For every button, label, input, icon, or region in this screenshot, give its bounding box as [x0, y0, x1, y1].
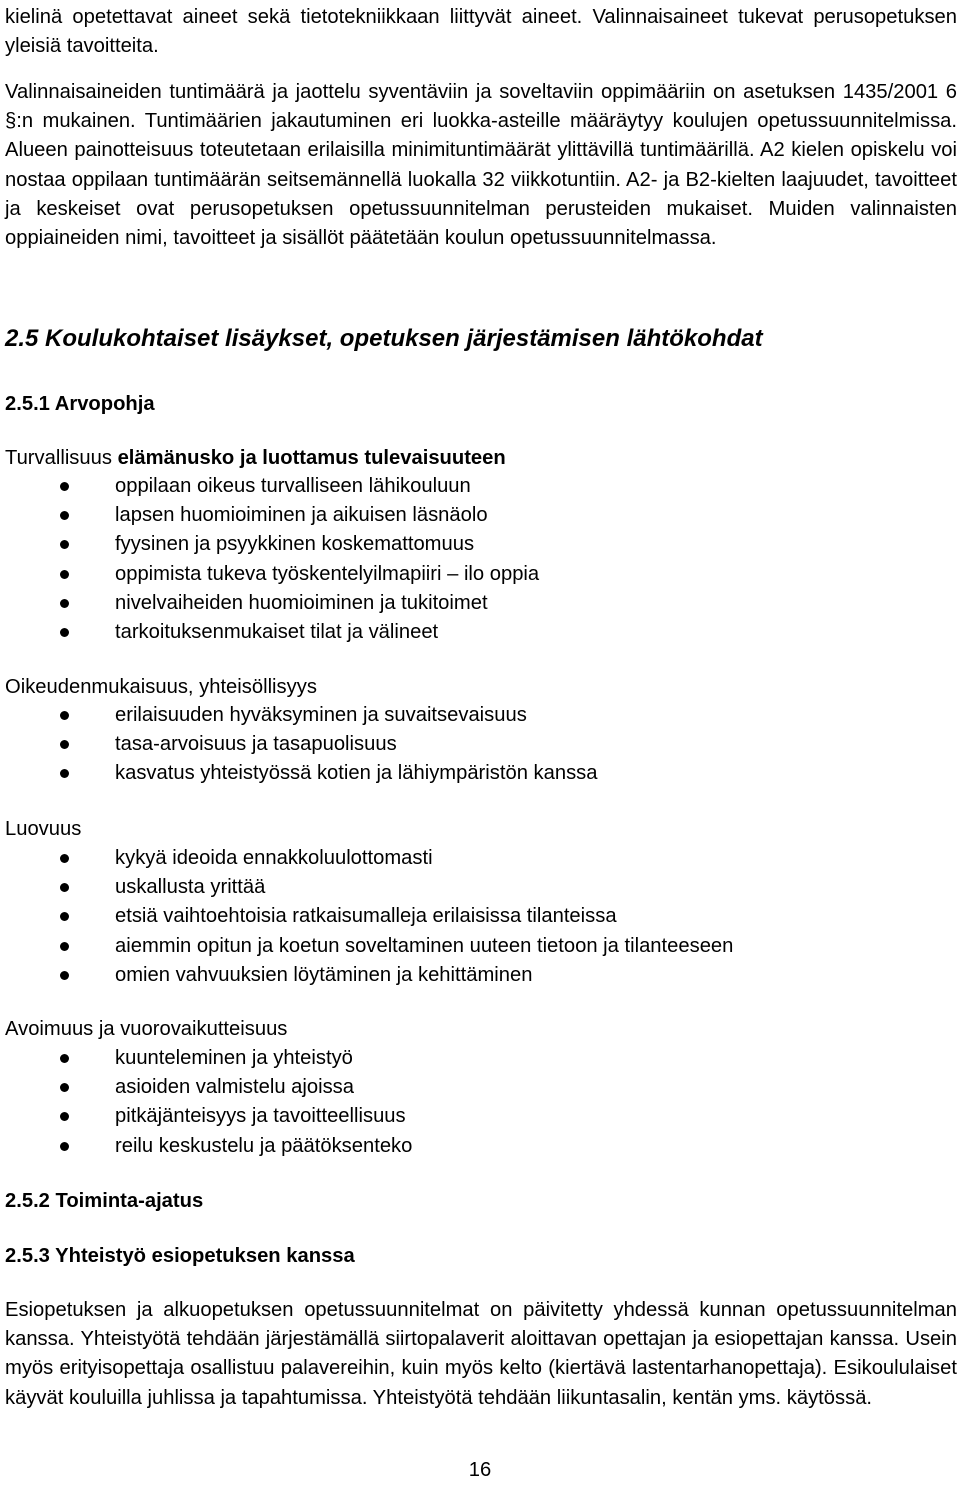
list-item	[0, 902, 733, 931]
section-2-5-3-paragraph: Esiopetuksen ja alkuopetuksen opetussuunnitelmat on päivitetty yhdessä kunnan opetussuunnitelman kanssa. Yhteistyötä tehdään järjestämällä siirtopalaverit aloittavan opettajan ja esiopettajan kanssa. Usein myös erityisopettaja osallistuu palavereihin, kuin myös kelto (kiertävä lastentarhanopettaja). Esikoululaiset käyvät kouluilla juhlissa ja tapahtumissa. Yhteistyötä tehdään liikuntasalin, kentän yms. käytössä.	[5, 1299, 957, 1409]
list-item	[0, 589, 539, 618]
list-item	[0, 560, 539, 589]
value-group-title-plain: Luovuus	[5, 818, 82, 840]
list-item-text: oppilaan oikeus turvalliseen lähikouluun	[115, 475, 471, 497]
bullet-icon	[60, 1112, 69, 1121]
list-item	[0, 701, 598, 730]
list-item-text: reilu keskustelu ja päätöksenteko	[115, 1134, 413, 1157]
list-item-text: kuunteleminen ja yhteistyö	[115, 1047, 353, 1069]
list-item-text: etsiä vaihtoehtoisia ratkaisumalleja erilaisissa tilanteissa	[115, 905, 617, 928]
bullet-icon	[60, 883, 69, 892]
list-item-text: erilaisuuden hyväksyminen ja suvaitsevaisuus	[115, 704, 527, 726]
bullet-icon	[60, 1142, 69, 1151]
value-group-title-safety	[5, 444, 506, 473]
list-item-text: uskallusta yrittää	[115, 876, 266, 899]
list-item-text: aiemmin opitun ja koetun soveltaminen uuteen tietoon ja tilanteeseen	[115, 934, 734, 957]
list-item-text: oppimista tukeva työskentelyilmapiiri – ilo oppia	[115, 562, 540, 585]
value-group-title-plain: Avoimuus ja vuorovaikutteisuus	[5, 1018, 288, 1040]
list-item	[0, 759, 598, 788]
list-item-text: kykyä ideoida ennakkoluulottomasti	[115, 847, 433, 869]
intro-paragraph-1: kielinä opetettavat aineet sekä tietotekniikkaan liittyvät aineet. Valinnaisaineet tukevat perusopetuksen yleisiä tavoitteita.	[5, 6, 957, 58]
section-2-5-heading: 2.5 Koulukohtaiset lisäykset, opetuksen järjestämisen lähtökohdat	[5, 325, 763, 352]
bullet-icon	[60, 540, 69, 549]
list-item	[0, 961, 733, 990]
bullet-icon	[60, 1054, 69, 1063]
bullet-icon	[60, 628, 69, 637]
list-item	[0, 932, 733, 961]
intro-paragraph-2: Valinnaisaineiden tuntimäärä ja jaottelu syventäviin ja soveltaviin oppimääriin on asetuksen 1435/2001 6 §:n mukainen. Tuntimäärien jakautuminen eri luokka-asteille määräytyy koulujen opetussuunnitelmissa. Alueen painotteisuus toteutetaan erilaisilla minimituntimäärät ylittävillä tuntimäärillä. A2 kielen opiskelu voi nostaa oppilaan tuntimäärän seitsemännellä luokalla 32 viikkotuntiin. A2- ja B2-kielten laajuudet, tavoitteet ja keskeiset ovat perusopetuksen opetussuunnitelman perusteiden mukaiset. Muiden valinnaisten oppiaineiden nimi, tavoitteet ja sisällöt päätetään koulun opetussuunnitelmassa.	[5, 81, 957, 250]
list-item	[0, 618, 539, 647]
list-item	[0, 1073, 412, 1102]
bullet-icon	[60, 942, 69, 951]
value-list-safety	[0, 472, 539, 647]
list-item	[0, 1132, 412, 1161]
value-group-title-openness	[5, 1015, 287, 1044]
list-item-text: lapsen huomioiminen ja aikuisen läsnäolo	[115, 504, 488, 527]
bullet-icon	[60, 1083, 69, 1092]
list-item	[0, 730, 598, 759]
list-item	[0, 530, 539, 559]
list-item	[0, 1102, 412, 1131]
bullet-icon	[60, 711, 69, 720]
bullet-icon	[60, 769, 69, 778]
list-item-text: omien vahvuuksien löytäminen ja kehittäminen	[115, 963, 533, 986]
bullet-icon	[60, 482, 69, 491]
list-item-text: asioiden valmistelu ajoissa	[115, 1076, 355, 1099]
value-list-creativity	[0, 844, 733, 990]
value-group-title-justice	[5, 673, 317, 702]
bullet-icon	[60, 854, 69, 863]
section-2-5-1-heading: 2.5.1 Arvopohja	[5, 393, 155, 415]
list-item-text: tasa-arvoisuus ja tasapuolisuus	[115, 733, 397, 756]
list-item-text: fyysinen ja psyykkinen koskemattomuus	[115, 533, 475, 556]
list-item	[0, 844, 733, 873]
bullet-icon	[60, 570, 69, 579]
bullet-icon	[60, 912, 69, 921]
list-item-text: tarkoituksenmukaiset tilat ja välineet	[115, 620, 439, 643]
value-group-title-plain: Oikeudenmukaisuus, yhteisöllisyys	[5, 676, 317, 698]
value-list-justice	[0, 701, 598, 789]
list-item-text: nivelvaiheiden huomioiminen ja tukitoimet	[115, 591, 488, 614]
value-group-title-plain: Turvallisuus	[5, 447, 118, 469]
bullet-icon	[60, 740, 69, 749]
value-group-title-creativity	[5, 815, 81, 844]
section-2-5-3-heading: 2.5.3 Yhteistyö esiopetuksen kanssa	[5, 1245, 355, 1267]
list-item-text: pitkäjänteisyys ja tavoitteellisuus	[115, 1105, 406, 1128]
value-group-title-bold: elämänusko ja luottamus tulevaisuuteen	[117, 447, 506, 469]
bullet-icon	[60, 599, 69, 608]
value-list-openness	[0, 1044, 412, 1161]
bullet-icon	[60, 971, 69, 980]
bullet-icon	[60, 511, 69, 520]
section-2-5-2-heading: 2.5.2 Toiminta-ajatus	[5, 1190, 204, 1212]
page-number: 16	[468, 1459, 492, 1481]
list-item	[0, 873, 733, 902]
list-item-text: kasvatus yhteistyössä kotien ja lähiympäristön kanssa	[115, 762, 598, 785]
list-item	[0, 501, 539, 530]
list-item	[0, 1044, 412, 1073]
list-item	[0, 472, 539, 501]
